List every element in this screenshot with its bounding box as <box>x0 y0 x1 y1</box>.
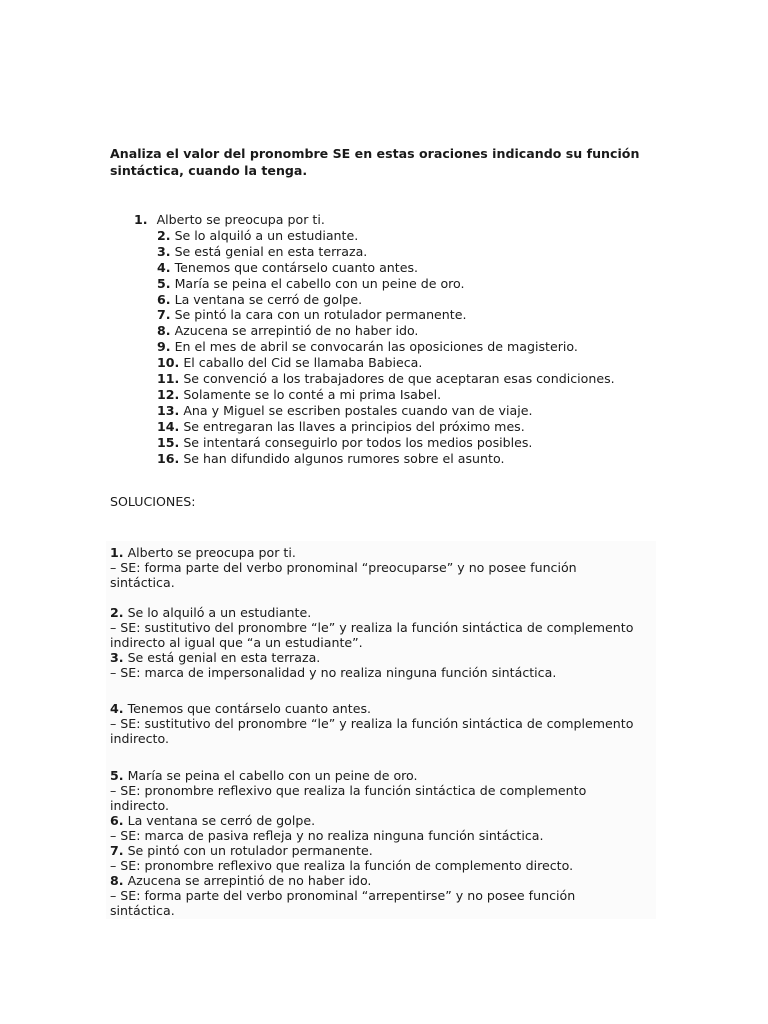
solutions-heading: SOLUCIONES: <box>110 494 196 509</box>
exercise-list <box>0 212 615 467</box>
solution-2: 2. Se lo alquiló a un estudiante. – SE: sustitutivo del pronombre “le” y realiza la función sintáctica de complemento indirecto al igual que “a un estudiante”. <box>110 605 634 650</box>
list-item: 2. Se lo alquiló a un estudiante. <box>157 227 359 243</box>
list-item: 10. El caballo del Cid se llamaba Babieca. <box>157 355 423 371</box>
solution-5: 5. María se peina el cabello con un peine de oro. – SE: pronombre reflexivo que realiza la función sintáctica de complemento indirecto. <box>110 768 587 813</box>
list-item: 1. Alberto se preocupa por ti. <box>134 212 325 227</box>
list-item: 11. Se convenció a los trabajadores de que aceptaran esas condiciones. <box>157 371 615 387</box>
list-item: 6. La ventana se cerró de golpe. <box>157 291 363 307</box>
list-item: 12. Solamente se lo conté a mi prima Isabel. <box>157 386 442 402</box>
list-item: 4. Tenemos que contárselo cuanto antes. <box>157 259 419 275</box>
list-item: 7. Se pintó la cara con un rotulador permanente. <box>157 307 467 323</box>
list-item: 14. Se entregaran las llaves a principios del próximo mes. <box>157 418 525 434</box>
list-item: 5. María se peina el cabello con un peine de oro. <box>157 275 465 291</box>
list-item: 13. Ana y Miguel se escriben postales cuando van de viaje. <box>157 402 533 418</box>
solution-1: 1. Alberto se preocupa por ti. – SE: forma parte del verbo pronominal “preocuparse” y no posee función sintáctica. <box>110 545 577 590</box>
solution-7: 7. Se pintó con un rotulador permanente. – SE: pronombre reflexivo que realiza la función de complemento directo. <box>110 843 574 873</box>
exercise-heading: Analiza el valor del pronombre SE en estas oraciones indicando su función sintáctica, cuando la tenga. <box>110 146 640 178</box>
solution-6: 6. La ventana se cerró de golpe. – SE: marca de pasiva refleja y no realiza ninguna función sintáctica. <box>110 813 544 843</box>
list-item: 9. En el mes de abril se convocarán las oposiciones de magisterio. <box>157 339 578 355</box>
list-item: 3. Se está genial en esta terraza. <box>157 243 368 259</box>
solution-3: 3. Se está genial en esta terraza. – SE: marca de impersonalidad y no realiza ninguna función sintáctica. <box>110 650 557 680</box>
list-item: 16. Se han difundido algunos rumores sobre el asunto. <box>157 450 505 466</box>
list-item: 15. Se intentará conseguirlo por todos los medios posibles. <box>157 434 533 450</box>
solution-8: 8. Azucena se arrepintió de no haber ido. – SE: forma parte del verbo pronominal “arrepentirse” y no posee función sintáctica. <box>110 873 576 918</box>
solution-4: 4. Tenemos que contárselo cuanto antes. – SE: sustitutivo del pronombre “le” y realiza la función sintáctica de complemento indirecto. <box>110 701 634 746</box>
list-item: 8. Azucena se arrepintió de no haber ido. <box>157 323 419 339</box>
